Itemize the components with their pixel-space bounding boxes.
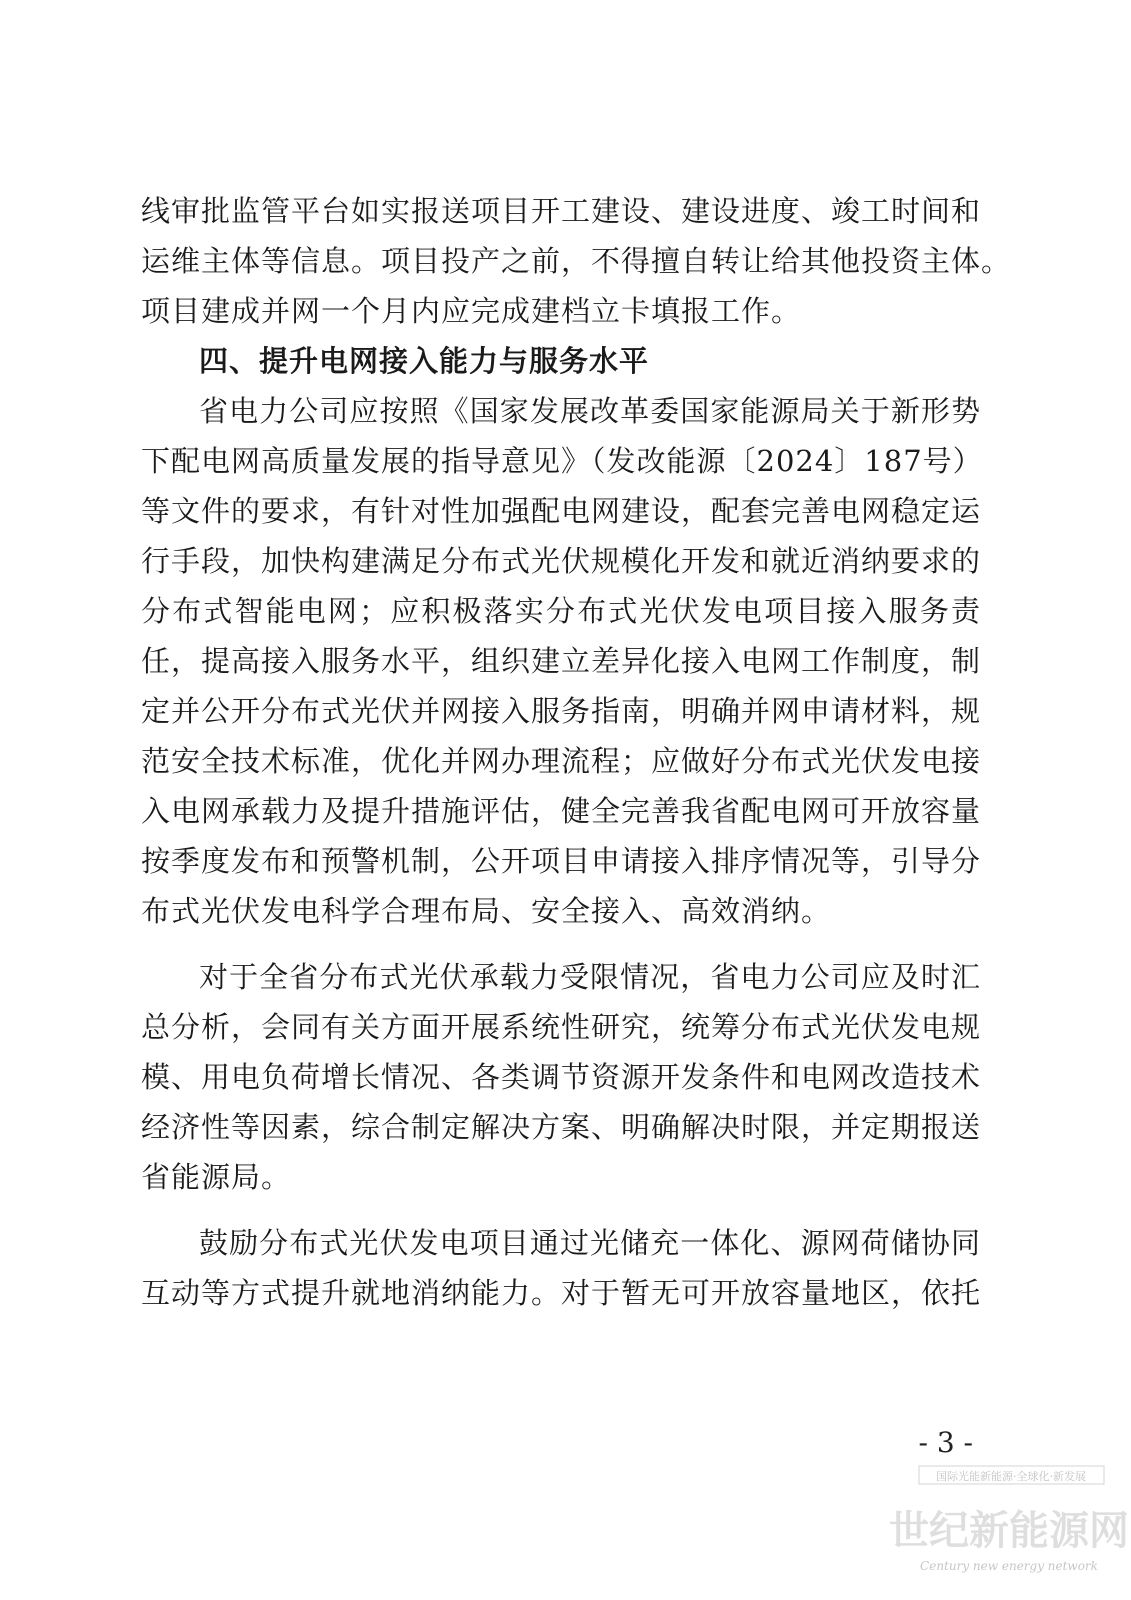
section-heading: 四、提升电网接入能力与服务水平 xyxy=(199,344,650,378)
page-number: - 3 - xyxy=(918,1426,973,1459)
watermark-subtitle: Century new energy network xyxy=(920,1559,1098,1573)
paragraph-line: 互动等方式提升就地消纳能力。对于暂无可开放容量地区，依托 xyxy=(141,1276,982,1310)
paragraph-line: 省能源局。 xyxy=(141,1160,292,1194)
paragraph-line: 线审批监管平台如实报送项目开工建设、建设进度、竣工时间和 xyxy=(141,194,982,228)
watermark-logo xyxy=(889,1458,1129,1588)
watermark-tagline: 国际光能新能源·全球化·新发展 xyxy=(936,1470,1086,1483)
watermark-name: 世纪新能源网 xyxy=(889,1507,1129,1554)
paragraph-line: 下配电网高质量发展的指导意见》（发改能源〔2024〕187号） xyxy=(141,444,983,478)
paragraph-line: 经济性等因素，综合制定解决方案、明确解决时限，并定期报送 xyxy=(141,1110,982,1144)
paragraph-line: 省电力公司应按照《国家发展改革委国家能源局关于新形势 xyxy=(199,394,981,428)
paragraph-spacer xyxy=(141,936,981,952)
paragraph-line: 布式光伏发电科学合理布局、安全接入、高效消纳。 xyxy=(141,894,832,928)
paragraph-spacer xyxy=(141,1202,981,1218)
paragraph xyxy=(141,952,981,1202)
paragraph-line: 对于全省分布式光伏承载力受限情况，省电力公司应及时汇 xyxy=(199,960,981,994)
paragraph-line: 按季度发布和预警机制，公开项目申请接入排序情况等，引导分 xyxy=(141,844,982,878)
paragraph-line: 总分析，会同有关方面开展系统性研究，统筹分布式光伏发电规 xyxy=(141,1010,982,1044)
paragraph-line: 任，提高接入服务水平，组织建立差异化接入电网工作制度，制 xyxy=(141,644,982,678)
document-body xyxy=(141,186,1012,1318)
paragraph-line: 分布式智能电网；应积极落实分布式光伏发电项目接入服务责 xyxy=(141,594,981,628)
paragraph-line: 项目建成并网一个月内应完成建档立卡填报工作。 xyxy=(141,294,802,328)
paragraph xyxy=(141,1218,981,1318)
paragraph-line: 等文件的要求，有针对性加强配电网建设，配套完善电网稳定运 xyxy=(141,494,982,528)
paragraph xyxy=(141,386,981,936)
paragraph-line: 模、用电负荷增长情况、各类调节资源开发条件和电网改造技术 xyxy=(141,1060,982,1094)
paragraph-line: 行手段，加快构建满足分布式光伏规模化开发和就近消纳要求的 xyxy=(141,544,982,578)
paragraph-line: 入电网承载力及提升措施评估，健全完善我省配电网可开放容量 xyxy=(141,794,982,828)
paragraph-line: 定并公开分布式光伏并网接入服务指南，明确并网申请材料，规 xyxy=(141,694,982,728)
paragraph-line: 范安全技术标准，优化并网办理流程；应做好分布式光伏发电接 xyxy=(141,744,982,778)
paragraph-line: 鼓励分布式光伏发电项目通过光储充一体化、源网荷储协同 xyxy=(199,1226,981,1260)
paragraph xyxy=(141,186,1012,336)
paragraph-line: 运维主体等信息。项目投产之前，不得擅自转让给其他投资主体。 xyxy=(141,244,1012,278)
